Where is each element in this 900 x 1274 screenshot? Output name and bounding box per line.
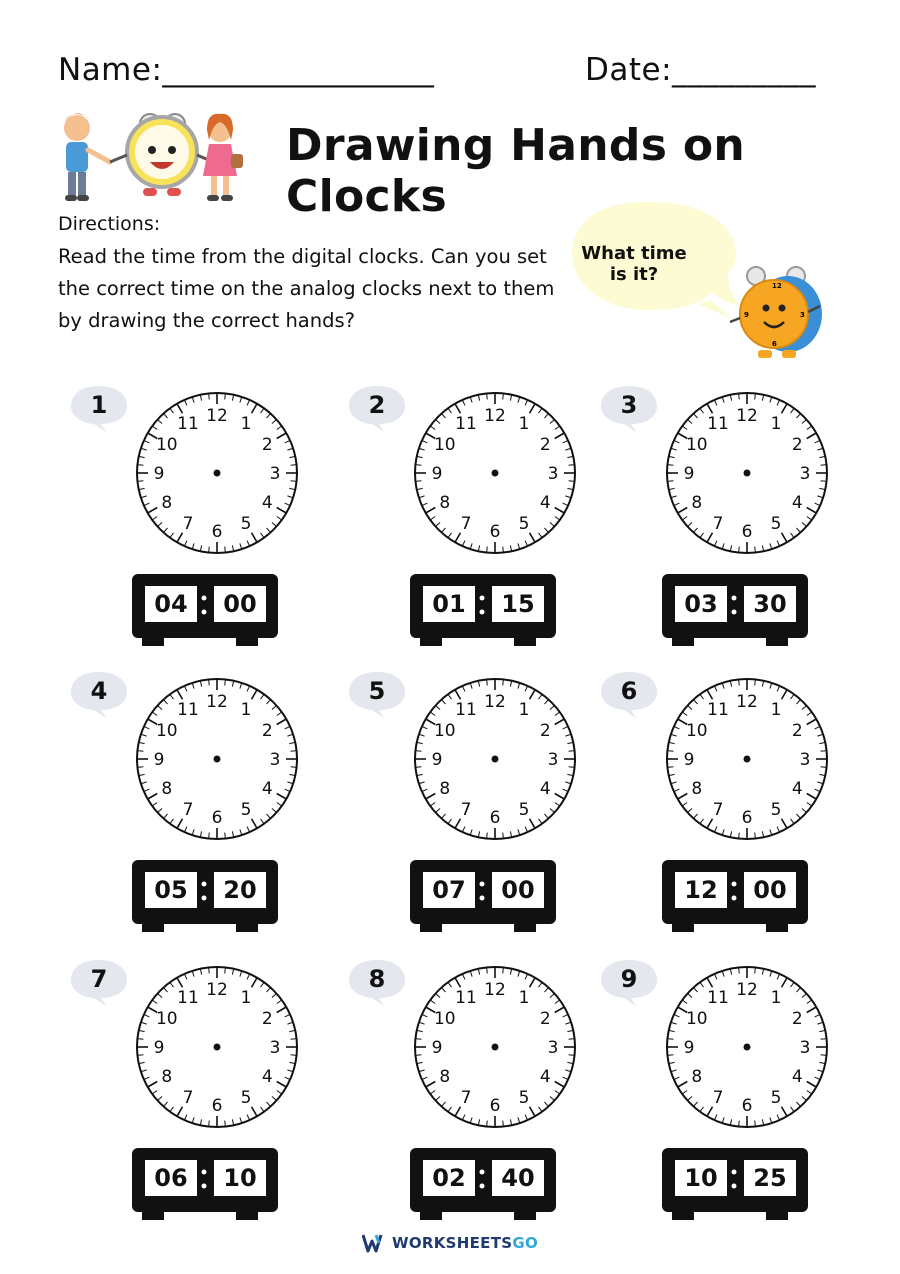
- analog-clock-face[interactable]: [132, 388, 302, 558]
- clock-center-dot: [744, 756, 751, 763]
- speech-line-1: What time: [581, 243, 687, 264]
- clock-tick: [225, 393, 226, 399]
- clock-number: 9: [431, 750, 443, 770]
- clock-number: 7: [712, 1088, 724, 1109]
- analog-clock-face[interactable]: [410, 674, 580, 844]
- clock-number: 4: [261, 779, 273, 799]
- clock-tick: [487, 393, 488, 399]
- clock-tick: [755, 833, 756, 839]
- clock-number: 10: [155, 721, 178, 741]
- speech-line-2: is it?: [609, 264, 659, 285]
- clock-number: 12: [206, 406, 228, 426]
- clock-tick: [415, 1055, 421, 1056]
- digital-minutes: 40: [492, 1160, 544, 1196]
- clock-tick: [739, 679, 740, 685]
- clock-tick: [225, 679, 226, 685]
- clock-tick: [821, 751, 827, 752]
- clock-tick: [291, 465, 297, 466]
- digital-colon-dot: [480, 896, 485, 901]
- clock-number: 4: [539, 493, 551, 513]
- clock-number: 1: [518, 699, 530, 720]
- clock-number: 1: [518, 987, 530, 1008]
- clock-number: 4: [261, 1067, 273, 1087]
- exercise-number: 8: [368, 965, 386, 993]
- speech-bubble-text: [575, 243, 693, 285]
- footer-brand: [362, 1230, 538, 1256]
- digital-minutes: 30: [744, 586, 796, 622]
- digital-colon-dot: [202, 1184, 207, 1189]
- exercise-number: 9: [620, 965, 638, 993]
- clock-tick: [487, 1121, 488, 1127]
- digital-clock-foot: [420, 924, 442, 932]
- clock-tick: [487, 833, 488, 839]
- exercise-number: 3: [620, 391, 638, 419]
- analog-clock-face[interactable]: [662, 962, 832, 1132]
- digital-clock-foot: [236, 638, 258, 646]
- svg-text:12: 12: [772, 282, 782, 290]
- clock-exercise: [600, 670, 860, 955]
- clock-number: 6: [489, 1096, 501, 1116]
- clock-number: 6: [741, 808, 753, 828]
- clock-number: 1: [770, 987, 782, 1008]
- clock-number: 11: [177, 699, 199, 720]
- clock-tick: [209, 1121, 210, 1127]
- clock-center-dot: [744, 1044, 751, 1051]
- clock-number: 2: [791, 721, 803, 741]
- digital-colon-dot: [732, 596, 737, 601]
- clock-tick: [569, 481, 575, 482]
- digital-colon-dot: [480, 882, 485, 887]
- clock-center-dot: [214, 756, 221, 763]
- clock-number: 5: [240, 1088, 252, 1109]
- clock-number: 1: [518, 413, 530, 434]
- clock-tick: [291, 1039, 297, 1040]
- clock-tick: [291, 751, 297, 752]
- clock-number: 2: [539, 721, 551, 741]
- clock-number: 3: [799, 464, 811, 484]
- clock-number: 3: [547, 464, 559, 484]
- clock-exercise: [70, 958, 330, 1243]
- clock-number: 10: [685, 1009, 708, 1029]
- digital-clock: [132, 860, 282, 936]
- digital-clock-foot: [766, 638, 788, 646]
- clock-number: 3: [547, 1038, 559, 1058]
- worksheetsgo-logo-icon: [362, 1233, 386, 1253]
- clock-number: 3: [799, 750, 811, 770]
- digital-clock-foot: [766, 1212, 788, 1220]
- digital-colon-dot: [202, 596, 207, 601]
- clock-number: 2: [261, 1009, 273, 1029]
- clock-number: 11: [177, 413, 199, 434]
- clock-number: 12: [206, 692, 228, 712]
- clock-number: 7: [712, 800, 724, 821]
- clock-tick: [755, 393, 756, 399]
- exercise-number: 2: [368, 391, 386, 419]
- clock-number: 8: [439, 779, 451, 799]
- digital-clock-foot: [236, 1212, 258, 1220]
- clock-tick: [569, 465, 575, 466]
- digital-hours: 07: [423, 872, 475, 908]
- clock-number: 6: [741, 1096, 753, 1116]
- digital-clock: [410, 574, 560, 650]
- clock-tick: [739, 547, 740, 553]
- clock-tick: [569, 751, 575, 752]
- clock-number: 7: [460, 514, 472, 535]
- clock-number: 11: [707, 413, 729, 434]
- clock-number: 10: [155, 435, 178, 455]
- digital-minutes: 10: [214, 1160, 266, 1196]
- digital-clock-foot: [420, 1212, 442, 1220]
- clock-number: 1: [770, 699, 782, 720]
- clock-tick: [137, 1039, 143, 1040]
- digital-clock-foot: [514, 638, 536, 646]
- clock-tick: [209, 967, 210, 973]
- digital-colon-dot: [202, 882, 207, 887]
- clock-tick: [225, 967, 226, 973]
- digital-colon-dot: [202, 610, 207, 615]
- digital-colon-dot: [202, 1170, 207, 1175]
- digital-clock: [662, 1148, 812, 1224]
- digital-colon-dot: [732, 1170, 737, 1175]
- exercise-number: 1: [90, 391, 108, 419]
- clock-number: 11: [455, 987, 477, 1008]
- clock-tick: [487, 679, 488, 685]
- clock-tick: [667, 751, 673, 752]
- digital-minutes: 00: [744, 872, 796, 908]
- clock-number: 8: [691, 779, 703, 799]
- clock-number: 9: [431, 1038, 443, 1058]
- clock-tick: [667, 1039, 673, 1040]
- clock-number: 6: [211, 808, 223, 828]
- clock-number: 2: [261, 721, 273, 741]
- clock-tick: [569, 1055, 575, 1056]
- clock-tick: [503, 679, 504, 685]
- clock-tick: [415, 1039, 421, 1040]
- digital-clock-foot: [672, 1212, 694, 1220]
- clock-number: 11: [455, 413, 477, 434]
- clock-number: 12: [736, 406, 758, 426]
- clock-exercise: [348, 958, 608, 1243]
- clock-center-dot: [744, 470, 751, 477]
- svg-text:9: 9: [744, 311, 749, 319]
- digital-clock-foot: [236, 924, 258, 932]
- clock-number: 1: [240, 413, 252, 434]
- digital-hours: 04: [145, 586, 197, 622]
- clock-tick: [137, 767, 143, 768]
- clock-tick: [209, 679, 210, 685]
- clock-number: 12: [484, 692, 506, 712]
- clock-number: 5: [770, 514, 782, 535]
- digital-hours: 05: [145, 872, 197, 908]
- svg-text:3: 3: [800, 311, 805, 319]
- clock-tick: [821, 767, 827, 768]
- digital-hours: 10: [675, 1160, 727, 1196]
- digital-clock-foot: [672, 638, 694, 646]
- clock-number: 7: [182, 800, 194, 821]
- clock-number: 9: [683, 750, 695, 770]
- clock-number: 7: [182, 514, 194, 535]
- analog-clock-face[interactable]: [410, 962, 580, 1132]
- digital-minutes: 00: [492, 872, 544, 908]
- clock-tick: [291, 481, 297, 482]
- clock-tick: [137, 465, 143, 466]
- clock-number: 4: [791, 1067, 803, 1087]
- exercise-number: 7: [90, 965, 108, 993]
- clock-tick: [137, 481, 143, 482]
- clock-number: 10: [685, 435, 708, 455]
- clock-center-dot: [492, 470, 499, 477]
- clock-number: 6: [741, 522, 753, 542]
- analog-clock-face[interactable]: [132, 674, 302, 844]
- clock-number: 8: [691, 1067, 703, 1087]
- clock-tick: [821, 1039, 827, 1040]
- clock-tick: [739, 967, 740, 973]
- clock-number: 6: [489, 522, 501, 542]
- clock-number: 3: [269, 750, 281, 770]
- digital-clock: [410, 860, 560, 936]
- clock-number: 6: [211, 522, 223, 542]
- clock-number: 1: [240, 699, 252, 720]
- clock-tick: [821, 481, 827, 482]
- clock-tick: [739, 393, 740, 399]
- clock-number: 12: [206, 980, 228, 1000]
- clock-number: 10: [155, 1009, 178, 1029]
- clock-tick: [225, 833, 226, 839]
- alarm-clock-mascot-icon: [726, 262, 826, 367]
- clock-number: 9: [683, 1038, 695, 1058]
- clock-number: 12: [484, 980, 506, 1000]
- digital-colon-dot: [732, 610, 737, 615]
- clock-number: 3: [547, 750, 559, 770]
- digital-hours: 12: [675, 872, 727, 908]
- clock-tick: [209, 833, 210, 839]
- clock-tick: [225, 1121, 226, 1127]
- clock-tick: [569, 1039, 575, 1040]
- clock-number: 1: [240, 987, 252, 1008]
- digital-minutes: 00: [214, 586, 266, 622]
- clock-tick: [415, 767, 421, 768]
- clock-center-dot: [214, 470, 221, 477]
- clock-number: 11: [707, 987, 729, 1008]
- clock-tick: [667, 767, 673, 768]
- clock-number: 9: [683, 464, 695, 484]
- clock-exercise: [600, 384, 860, 669]
- clock-number: 11: [177, 987, 199, 1008]
- clock-center-dot: [214, 1044, 221, 1051]
- digital-clock: [132, 574, 282, 650]
- clock-number: 3: [799, 1038, 811, 1058]
- digital-clock-foot: [142, 638, 164, 646]
- clock-tick: [503, 393, 504, 399]
- clock-number: 3: [269, 1038, 281, 1058]
- clock-number: 7: [460, 800, 472, 821]
- clock-number: 5: [518, 800, 530, 821]
- digital-colon-dot: [480, 1184, 485, 1189]
- analog-clock-face[interactable]: [662, 674, 832, 844]
- exercise-number: 5: [368, 677, 386, 705]
- clock-tick: [137, 1055, 143, 1056]
- clock-tick: [667, 481, 673, 482]
- clock-tick: [739, 833, 740, 839]
- clock-tick: [415, 481, 421, 482]
- clock-number: 8: [439, 1067, 451, 1087]
- digital-clock-foot: [142, 1212, 164, 1220]
- clock-number: 10: [685, 721, 708, 741]
- digital-hours: 02: [423, 1160, 475, 1196]
- digital-clock: [410, 1148, 560, 1224]
- clock-number: 4: [261, 493, 273, 513]
- clock-number: 9: [431, 464, 443, 484]
- digital-hours: 06: [145, 1160, 197, 1196]
- clock-tick: [569, 767, 575, 768]
- clock-center-dot: [492, 756, 499, 763]
- name-field-label: Name:_________________: [58, 52, 435, 88]
- digital-colon-dot: [202, 896, 207, 901]
- clock-tick: [503, 833, 504, 839]
- digital-clock-foot: [420, 638, 442, 646]
- exercise-number: 4: [90, 677, 108, 705]
- digital-clock-foot: [514, 1212, 536, 1220]
- clock-tick: [291, 767, 297, 768]
- exercise-number: 6: [620, 677, 638, 705]
- clock-number: 11: [455, 699, 477, 720]
- digital-clock: [662, 860, 812, 936]
- clock-tick: [755, 1121, 756, 1127]
- digital-clock: [662, 574, 812, 650]
- clock-tick: [821, 465, 827, 466]
- clock-tick: [755, 967, 756, 973]
- clock-exercise: [348, 384, 608, 669]
- clock-exercise: [70, 670, 330, 955]
- clock-number: 1: [770, 413, 782, 434]
- page-title: Drawing Hands on Clocks: [286, 120, 745, 222]
- clock-number: 5: [518, 1088, 530, 1109]
- clock-number: 2: [261, 435, 273, 455]
- clock-number: 9: [153, 750, 165, 770]
- clock-tick: [503, 967, 504, 973]
- clock-tick: [503, 547, 504, 553]
- digital-colon-dot: [480, 596, 485, 601]
- clock-number: 10: [433, 721, 456, 741]
- clock-tick: [209, 547, 210, 553]
- digital-colon-dot: [480, 1170, 485, 1175]
- clock-number: 7: [460, 1088, 472, 1109]
- clock-number: 8: [161, 779, 173, 799]
- clock-number: 12: [736, 692, 758, 712]
- clock-number: 4: [539, 1067, 551, 1087]
- clock-exercise: [348, 670, 608, 955]
- clock-tick: [415, 751, 421, 752]
- clock-number: 2: [791, 435, 803, 455]
- clock-number: 6: [489, 808, 501, 828]
- digital-clock-foot: [142, 924, 164, 932]
- clock-number: 8: [691, 493, 703, 513]
- clock-tick: [755, 679, 756, 685]
- clock-number: 5: [518, 514, 530, 535]
- clock-tick: [487, 967, 488, 973]
- svg-text:6: 6: [772, 340, 777, 348]
- clock-number: 5: [240, 800, 252, 821]
- clock-number: 5: [770, 1088, 782, 1109]
- digital-minutes: 15: [492, 586, 544, 622]
- digital-clock: [132, 1148, 282, 1224]
- clock-number: 9: [153, 1038, 165, 1058]
- digital-clock-foot: [672, 924, 694, 932]
- clock-number: 12: [484, 406, 506, 426]
- clock-center-dot: [492, 1044, 499, 1051]
- clock-tick: [209, 393, 210, 399]
- clock-exercise: [70, 384, 330, 669]
- clock-number: 5: [770, 800, 782, 821]
- clock-number: 7: [182, 1088, 194, 1109]
- clock-number: 9: [153, 464, 165, 484]
- directions-label: Directions:: [58, 213, 161, 235]
- directions-text: Read the time from the digital clocks. Can you set the correct time on the analog clocks next to them by drawing the correct hands?: [58, 245, 555, 332]
- clock-number: 2: [539, 1009, 551, 1029]
- clock-number: 8: [439, 493, 451, 513]
- digital-hours: 01: [423, 586, 475, 622]
- clock-tick: [415, 465, 421, 466]
- digital-colon-dot: [480, 610, 485, 615]
- clock-number: 5: [240, 514, 252, 535]
- digital-colon-dot: [732, 1184, 737, 1189]
- clock-tick: [821, 1055, 827, 1056]
- footer-brand-part1: WORKSHEETS: [392, 1234, 513, 1252]
- clock-number: 4: [791, 779, 803, 799]
- clock-tick: [755, 547, 756, 553]
- digital-colon-dot: [732, 882, 737, 887]
- clock-number: 10: [433, 435, 456, 455]
- clock-number: 8: [161, 493, 173, 513]
- clock-number: 6: [211, 1096, 223, 1116]
- digital-colon-dot: [732, 896, 737, 901]
- clock-tick: [137, 751, 143, 752]
- clock-number: 2: [539, 435, 551, 455]
- analog-clock-face[interactable]: [410, 388, 580, 558]
- analog-clock-face[interactable]: [132, 962, 302, 1132]
- clock-tick: [291, 1055, 297, 1056]
- clock-number: 11: [707, 699, 729, 720]
- analog-clock-face[interactable]: [662, 388, 832, 558]
- digital-minutes: 25: [744, 1160, 796, 1196]
- clock-number: 12: [736, 980, 758, 1000]
- clock-tick: [739, 1121, 740, 1127]
- date-field-label: Date:_________: [585, 52, 817, 88]
- clock-tick: [225, 547, 226, 553]
- digital-minutes: 20: [214, 872, 266, 908]
- clock-number: 7: [712, 514, 724, 535]
- digital-clock-foot: [514, 924, 536, 932]
- clock-number: 8: [161, 1067, 173, 1087]
- clock-tick: [667, 465, 673, 466]
- digital-clock-foot: [766, 924, 788, 932]
- clock-number: 10: [433, 1009, 456, 1029]
- clock-number: 4: [539, 779, 551, 799]
- clock-tick: [667, 1055, 673, 1056]
- kids-with-clock-illustration: [55, 100, 245, 205]
- footer-brand-part2: GO: [512, 1234, 539, 1252]
- clock-number: 4: [791, 493, 803, 513]
- clock-number: 3: [269, 464, 281, 484]
- digital-hours: 03: [675, 586, 727, 622]
- clock-exercise: [600, 958, 860, 1243]
- clock-number: 2: [791, 1009, 803, 1029]
- clock-tick: [503, 1121, 504, 1127]
- clock-tick: [487, 547, 488, 553]
